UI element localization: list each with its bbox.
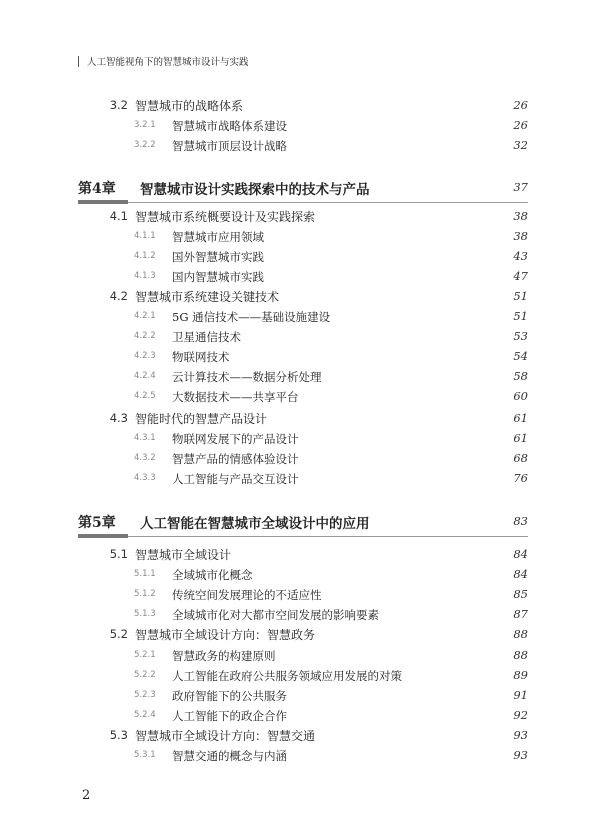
chapter-title: 智慧城市设计实践探索中的技术与产品 xyxy=(140,182,370,198)
subsection-number: 5.1.2 xyxy=(134,589,156,599)
toc-section[interactable] xyxy=(0,96,600,116)
section-number: 4.1 xyxy=(109,209,128,223)
toc-subsection[interactable] xyxy=(0,469,600,489)
subsection-number: 4.3.3 xyxy=(134,473,156,483)
section-page: 38 xyxy=(513,209,528,223)
subsection-title: 智慧产品的情感体验设计 xyxy=(172,452,299,466)
section-title: 智慧城市全域设计 xyxy=(135,548,232,562)
subsection-number: 4.2.5 xyxy=(134,391,156,401)
subsection-page: 87 xyxy=(513,607,528,621)
section-page: 51 xyxy=(513,289,528,303)
page-number: 2 xyxy=(82,788,91,803)
subsection-number: 4.2.4 xyxy=(134,371,156,381)
toc-subsection[interactable] xyxy=(0,267,600,287)
section-page: 84 xyxy=(513,547,528,561)
toc-subsection[interactable] xyxy=(0,686,600,706)
section-title: 智慧城市全域设计方向：智慧交通 xyxy=(135,729,316,743)
section-number: 4.3 xyxy=(109,411,128,425)
subsection-page: 76 xyxy=(513,471,528,485)
toc-subsection[interactable] xyxy=(0,116,600,136)
subsection-page: 32 xyxy=(513,138,528,152)
subsection-title: 国内智慧城市实践 xyxy=(172,270,264,284)
subsection-title: 智慧交通的概念与内涵 xyxy=(172,749,287,763)
subsection-page: 85 xyxy=(513,587,528,601)
subsection-page: 60 xyxy=(513,389,528,403)
subsection-title: 大数据技术——共享平台 xyxy=(172,390,299,404)
toc-section[interactable] xyxy=(0,409,600,429)
chapter-label: 第4章 xyxy=(78,181,116,197)
section-number: 3.2 xyxy=(109,98,128,112)
subsection-title: 5G 通信技术——基础设施建设 xyxy=(172,310,331,324)
chapter-rule xyxy=(78,536,528,537)
subsection-number: 4.2.2 xyxy=(134,331,156,341)
subsection-page: 51 xyxy=(513,309,528,323)
chapter-rule-accent xyxy=(78,200,128,204)
subsection-page: 68 xyxy=(513,451,528,465)
running-header-text: 人工智能视角下的智慧城市设计与实践 xyxy=(87,57,249,68)
subsection-title: 智慧政务的构建原则 xyxy=(172,649,276,663)
subsection-page: 43 xyxy=(513,249,528,263)
toc-subsection[interactable] xyxy=(0,646,600,666)
subsection-number: 5.2.2 xyxy=(134,670,156,680)
subsection-number: 5.3.1 xyxy=(134,750,156,760)
toc-subsection[interactable] xyxy=(0,136,600,156)
subsection-title: 全域城市化概念 xyxy=(172,568,253,582)
subsection-page: 92 xyxy=(513,708,528,722)
subsection-number: 4.1.1 xyxy=(134,231,156,241)
subsection-page: 61 xyxy=(513,431,528,445)
subsection-title: 人工智能与产品交互设计 xyxy=(172,472,299,486)
chapter-title: 人工智能在智慧城市全域设计中的应用 xyxy=(140,516,370,532)
toc-section[interactable] xyxy=(0,545,600,565)
subsection-page: 47 xyxy=(513,269,528,283)
toc-subsection[interactable] xyxy=(0,429,600,449)
toc-chapter[interactable] xyxy=(0,510,600,546)
subsection-page: 93 xyxy=(513,748,528,762)
subsection-number: 4.3.1 xyxy=(134,433,156,443)
subsection-title: 传统空间发展理论的不适应性 xyxy=(172,588,322,602)
chapter-page: 83 xyxy=(513,514,528,528)
subsection-number: 5.1.3 xyxy=(134,609,156,619)
section-title: 智慧城市系统概要设计及实践探索 xyxy=(135,210,316,224)
subsection-title: 物联网技术 xyxy=(172,350,230,364)
toc-subsection[interactable] xyxy=(0,247,600,267)
section-page: 88 xyxy=(513,627,528,641)
toc-subsection[interactable] xyxy=(0,367,600,387)
subsection-title: 智慧城市应用领域 xyxy=(172,230,264,244)
subsection-title: 国外智慧城市实践 xyxy=(172,250,264,264)
toc-subsection[interactable] xyxy=(0,666,600,686)
subsection-page: 53 xyxy=(513,329,528,343)
subsection-page: 88 xyxy=(513,648,528,662)
subsection-number: 5.2.1 xyxy=(134,650,156,660)
toc-subsection[interactable] xyxy=(0,387,600,407)
toc-section[interactable] xyxy=(0,726,600,746)
toc-subsection[interactable] xyxy=(0,449,600,469)
section-title: 智慧城市全域设计方向：智慧政务 xyxy=(135,628,316,642)
subsection-title: 智慧城市战略体系建设 xyxy=(172,119,287,133)
toc-subsection[interactable] xyxy=(0,746,600,766)
subsection-title: 全域城市化对大都市空间发展的影响要素 xyxy=(172,608,379,622)
header-divider xyxy=(78,56,79,67)
subsection-page: 84 xyxy=(513,567,528,581)
section-page: 61 xyxy=(513,411,528,425)
subsection-number: 5.1.1 xyxy=(134,569,156,579)
subsection-title: 卫星通信技术 xyxy=(172,330,241,344)
toc-subsection[interactable] xyxy=(0,605,600,625)
section-page: 93 xyxy=(513,728,528,742)
subsection-number: 5.2.4 xyxy=(134,710,156,720)
section-title: 智能时代的智慧产品设计 xyxy=(135,412,268,426)
toc-section[interactable] xyxy=(0,207,600,227)
chapter-page: 37 xyxy=(513,180,528,194)
subsection-title: 人工智能在政府公共服务领域应用发展的对策 xyxy=(172,669,402,683)
subsection-page: 58 xyxy=(513,369,528,383)
toc-subsection[interactable] xyxy=(0,327,600,347)
subsection-number: 5.2.3 xyxy=(134,690,156,700)
subsection-page: 26 xyxy=(513,118,528,132)
section-title: 智慧城市系统建设关键技术 xyxy=(135,290,280,304)
section-number: 4.2 xyxy=(109,289,128,303)
subsection-page: 38 xyxy=(513,229,528,243)
toc-section[interactable] xyxy=(0,287,600,307)
subsection-number: 4.1.3 xyxy=(134,271,156,281)
subsection-number: 3.2.2 xyxy=(134,140,156,150)
toc-subsection[interactable] xyxy=(0,307,600,327)
subsection-title: 物联网发展下的产品设计 xyxy=(172,432,299,446)
subsection-page: 89 xyxy=(513,668,528,682)
subsection-title: 政府智能下的公共服务 xyxy=(172,689,287,703)
section-number: 5.1 xyxy=(109,547,128,561)
subsection-number: 4.3.2 xyxy=(134,453,156,463)
section-number: 5.2 xyxy=(109,627,128,641)
section-title: 智慧城市的战略体系 xyxy=(135,99,244,113)
chapter-rule-accent xyxy=(78,534,128,538)
section-page: 26 xyxy=(513,98,528,112)
subsection-page: 54 xyxy=(513,349,528,363)
subsection-title: 智慧城市顶层设计战略 xyxy=(172,139,287,153)
toc-section[interactable] xyxy=(0,625,600,645)
running-header xyxy=(78,54,249,68)
toc-subsection[interactable] xyxy=(0,706,600,726)
toc-subsection[interactable] xyxy=(0,585,600,605)
subsection-title: 人工智能下的政企合作 xyxy=(172,709,287,723)
section-number: 5.3 xyxy=(109,728,128,742)
chapter-rule xyxy=(78,202,528,203)
subsection-title: 云计算技术——数据分析处理 xyxy=(172,370,322,384)
toc-subsection[interactable] xyxy=(0,227,600,247)
subsection-number: 4.2.3 xyxy=(134,351,156,361)
toc-subsection[interactable] xyxy=(0,347,600,367)
subsection-number: 4.1.2 xyxy=(134,251,156,261)
subsection-page: 91 xyxy=(513,688,528,702)
subsection-number: 3.2.1 xyxy=(134,120,156,130)
toc-subsection[interactable] xyxy=(0,565,600,585)
subsection-number: 4.2.1 xyxy=(134,311,156,321)
chapter-label: 第5章 xyxy=(78,515,116,531)
